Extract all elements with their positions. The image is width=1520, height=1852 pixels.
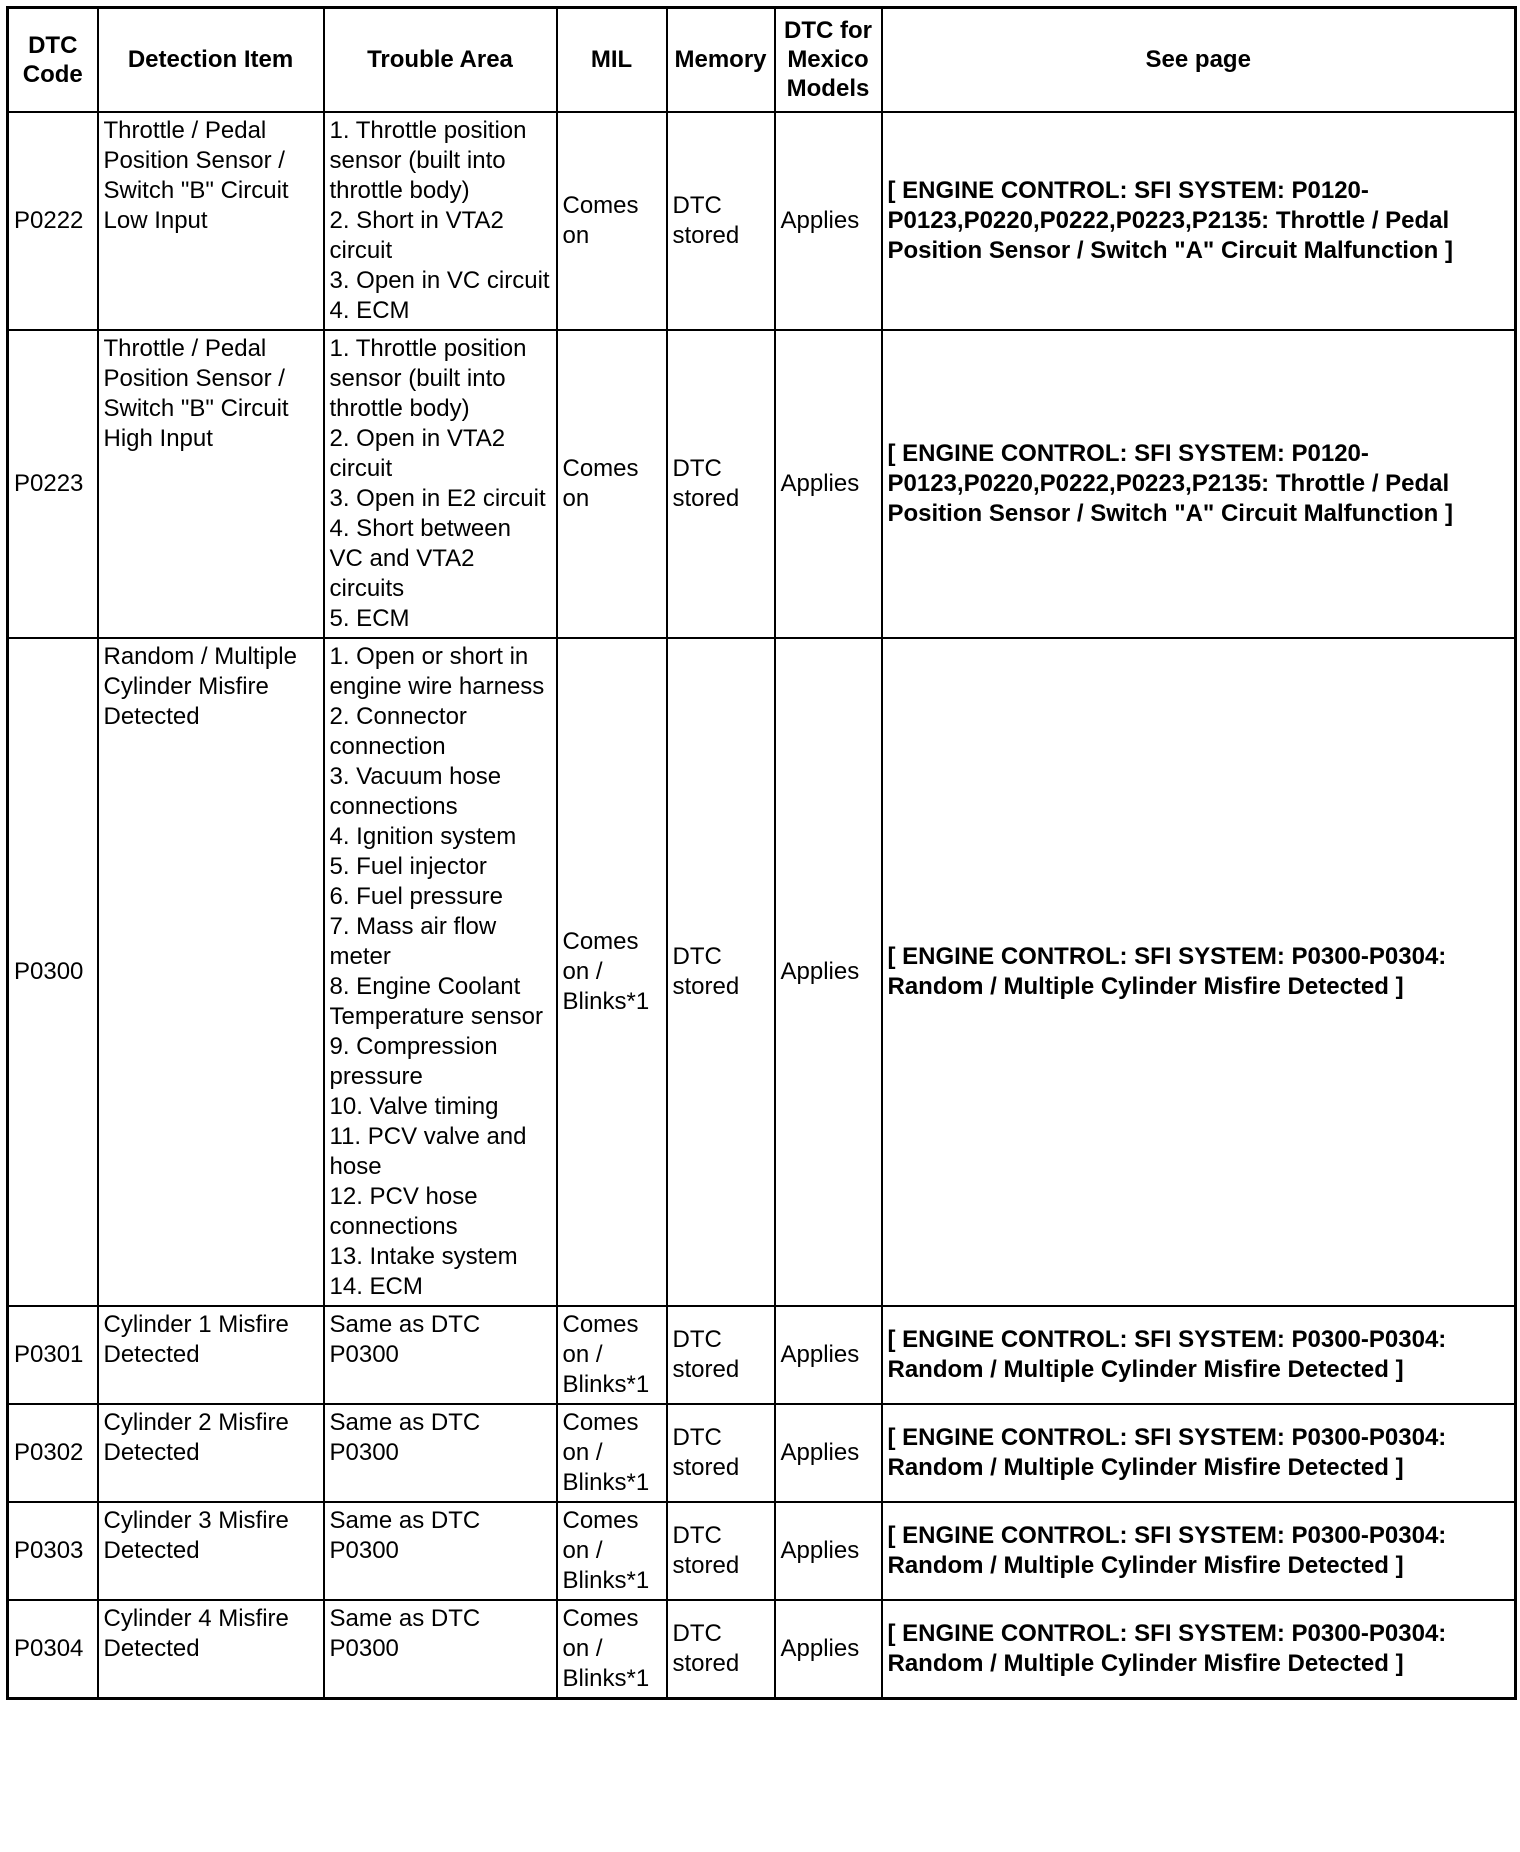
detection-item-cell: Random / Multiple Cylinder Misfire Detected [98, 638, 324, 1306]
trouble-area-line: Same as DTC P0300 [329, 1506, 481, 1564]
detection-item-cell: Cylinder 1 Misfire Detected [98, 1306, 324, 1404]
header-see-page: See page [882, 8, 1516, 112]
trouble-area-cell [324, 330, 557, 638]
trouble-area-cell [324, 638, 557, 1306]
see-page-link[interactable]: [ ENGINE CONTROL: SFI SYSTEM: P0300-P0304: Random / Multiple Cylinder Misfire Detected ] [882, 1404, 1516, 1502]
table-row [8, 1404, 1516, 1502]
mexico-models-cell: Applies [775, 1404, 882, 1502]
mil-cell: Comes on / Blinks*1 [557, 1600, 667, 1699]
dtc-code-cell: P0300 [8, 638, 98, 1306]
mil-cell: Comes on [557, 112, 667, 330]
table-row [8, 1502, 1516, 1600]
trouble-area-line: 2. Connector connection [329, 702, 467, 760]
trouble-area-line: 10. Valve timing [329, 1092, 499, 1120]
mil-cell: Comes on [557, 330, 667, 638]
mexico-models-cell: Applies [775, 1600, 882, 1699]
memory-cell: DTC stored [667, 638, 775, 1306]
trouble-area-line: 2. Open in VTA2 circuit [329, 424, 506, 482]
memory-cell: DTC stored [667, 1502, 775, 1600]
header-detection-item: Detection Item [98, 8, 324, 112]
memory-cell: DTC stored [667, 112, 775, 330]
trouble-area-line: 13. Intake system [329, 1242, 518, 1270]
table-row [8, 1600, 1516, 1699]
mexico-models-cell: Applies [775, 638, 882, 1306]
trouble-area-line: 2. Short in VTA2 circuit [329, 206, 504, 264]
trouble-area-cell [324, 1306, 557, 1404]
detection-item-cell: Throttle / Pedal Position Sensor / Switch "B" Circuit Low Input [98, 112, 324, 330]
trouble-area-line: 5. ECM [329, 604, 410, 632]
dtc-code-cell: P0223 [8, 330, 98, 638]
mexico-models-cell: Applies [775, 1306, 882, 1404]
trouble-area-line: 1. Throttle position sensor (built into throttle body) [329, 116, 527, 204]
detection-item-cell: Cylinder 2 Misfire Detected [98, 1404, 324, 1502]
see-page-link[interactable]: [ ENGINE CONTROL: SFI SYSTEM: P0300-P0304: Random / Multiple Cylinder Misfire Detected ] [882, 1502, 1516, 1600]
see-page-link[interactable]: [ ENGINE CONTROL: SFI SYSTEM: P0300-P0304: Random / Multiple Cylinder Misfire Detected ] [882, 638, 1516, 1306]
header-mil: MIL [557, 8, 667, 112]
memory-cell: DTC stored [667, 1404, 775, 1502]
mexico-models-cell: Applies [775, 330, 882, 638]
memory-cell: DTC stored [667, 1600, 775, 1699]
table-row [8, 330, 1516, 638]
see-page-link[interactable]: [ ENGINE CONTROL: SFI SYSTEM: P0120-P0123,P0220,P0222,P0223,P2135: Throttle / Pedal Position Sensor / Switch "A" Circuit Malfunction ] [882, 112, 1516, 330]
trouble-area-line: 5. Fuel injector [329, 852, 487, 880]
dtc-code-cell: P0222 [8, 112, 98, 330]
trouble-area-line: 8. Engine Coolant Temperature sensor [329, 972, 543, 1030]
see-page-link[interactable]: [ ENGINE CONTROL: SFI SYSTEM: P0300-P0304: Random / Multiple Cylinder Misfire Detected ] [882, 1306, 1516, 1404]
trouble-area-line: 4. Short between VC and VTA2 circuits [329, 514, 511, 602]
detection-item-cell: Throttle / Pedal Position Sensor / Switch "B" Circuit High Input [98, 330, 324, 638]
header-memory: Memory [667, 8, 775, 112]
mil-cell: Comes on / Blinks*1 [557, 1404, 667, 1502]
table-row [8, 638, 1516, 1306]
trouble-area-line: 14. ECM [329, 1272, 423, 1300]
mil-cell: Comes on / Blinks*1 [557, 1306, 667, 1404]
trouble-area-line: 6. Fuel pressure [329, 882, 503, 910]
detection-item-cell: Cylinder 3 Misfire Detected [98, 1502, 324, 1600]
trouble-area-line: Same as DTC P0300 [329, 1408, 481, 1466]
trouble-area-line: Same as DTC P0300 [329, 1604, 481, 1662]
header-trouble-area: Trouble Area [324, 8, 557, 112]
trouble-area-cell [324, 112, 557, 330]
trouble-area-line: 11. PCV valve and hose [329, 1122, 527, 1180]
trouble-area-line: 4. ECM [329, 296, 410, 324]
dtc-table [6, 6, 1517, 1700]
trouble-area-line: 3. Vacuum hose connections [329, 762, 502, 820]
mexico-models-cell: Applies [775, 112, 882, 330]
trouble-area-cell [324, 1502, 557, 1600]
mil-cell: Comes on / Blinks*1 [557, 1502, 667, 1600]
trouble-area-line: 3. Open in VC circuit [329, 266, 550, 294]
header-row [8, 8, 1516, 112]
trouble-area-line: Same as DTC P0300 [329, 1310, 481, 1368]
see-page-link[interactable]: [ ENGINE CONTROL: SFI SYSTEM: P0120-P0123,P0220,P0222,P0223,P2135: Throttle / Pedal Position Sensor / Switch "A" Circuit Malfunction ] [882, 330, 1516, 638]
table-row [8, 1306, 1516, 1404]
mil-cell: Comes on / Blinks*1 [557, 638, 667, 1306]
table-row [8, 112, 1516, 330]
trouble-area-line: 3. Open in E2 circuit [329, 484, 546, 512]
dtc-code-cell: P0302 [8, 1404, 98, 1502]
trouble-area-cell [324, 1600, 557, 1699]
dtc-code-cell: P0303 [8, 1502, 98, 1600]
dtc-code-cell: P0304 [8, 1600, 98, 1699]
trouble-area-cell [324, 1404, 557, 1502]
mexico-models-cell: Applies [775, 1502, 882, 1600]
trouble-area-line: 1. Throttle position sensor (built into throttle body) [329, 334, 527, 422]
memory-cell: DTC stored [667, 330, 775, 638]
memory-cell: DTC stored [667, 1306, 775, 1404]
header-dtc-code: DTC Code [8, 8, 98, 112]
dtc-code-cell: P0301 [8, 1306, 98, 1404]
trouble-area-line: 7. Mass air flow meter [329, 912, 497, 970]
detection-item-cell: Cylinder 4 Misfire Detected [98, 1600, 324, 1699]
header-mexico-models: DTC for Mexico Models [775, 8, 882, 112]
trouble-area-line: 12. PCV hose connections [329, 1182, 478, 1240]
trouble-area-line: 1. Open or short in engine wire harness [329, 642, 545, 700]
trouble-area-line: 9. Compression pressure [329, 1032, 498, 1090]
see-page-link[interactable]: [ ENGINE CONTROL: SFI SYSTEM: P0300-P0304: Random / Multiple Cylinder Misfire Detected ] [882, 1600, 1516, 1699]
trouble-area-line: 4. Ignition system [329, 822, 517, 850]
